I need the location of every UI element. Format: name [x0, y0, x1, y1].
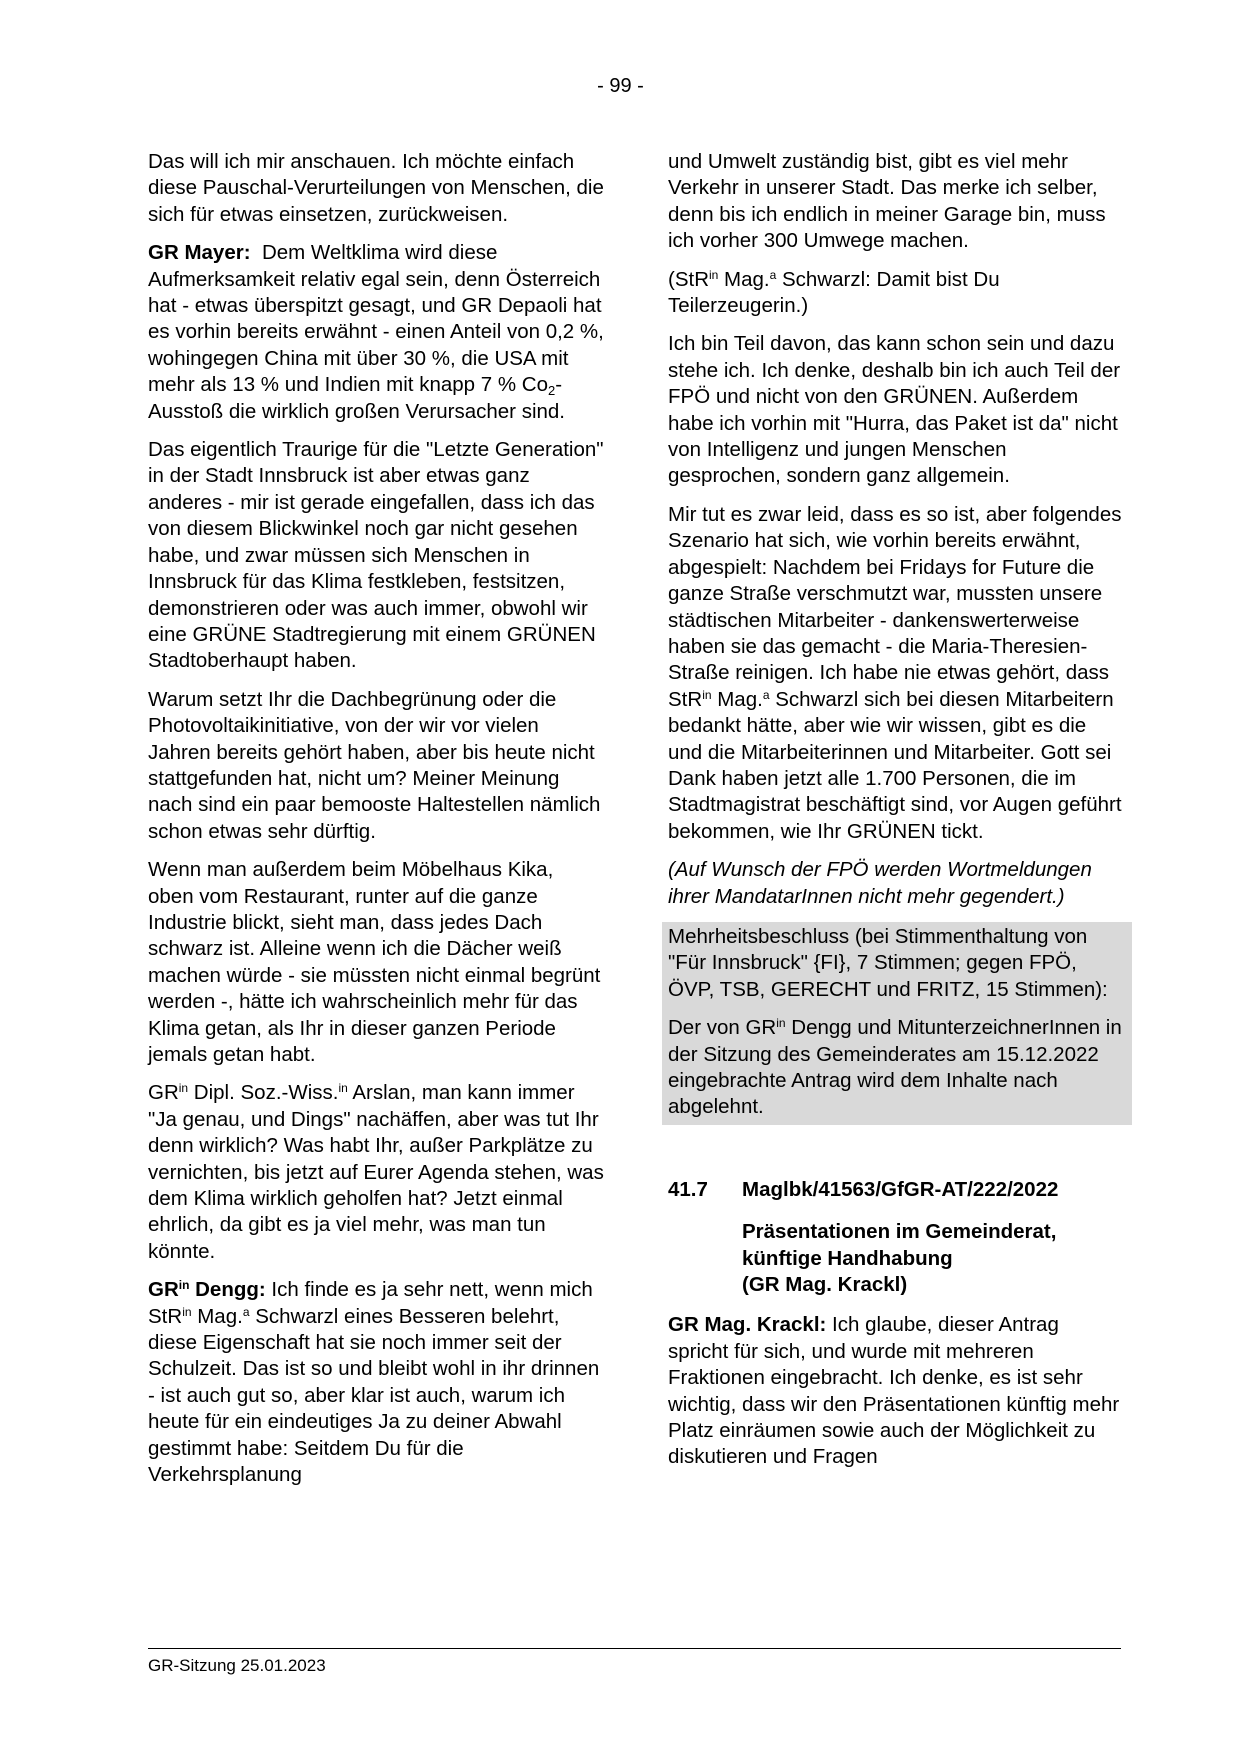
agenda-reference: Maglbk/41563/GfGR-AT/222/2022 — [742, 1177, 1059, 1201]
paragraph-text: Mag. — [711, 687, 763, 711]
paragraph-text: Mag. — [191, 1304, 243, 1328]
speech-krackl — [668, 1312, 1124, 1470]
decision-result — [668, 1015, 1124, 1121]
decision-box — [662, 922, 1132, 1125]
agenda-heading — [668, 1177, 1124, 1203]
superscript: in — [178, 1278, 190, 1293]
speaker-name: GR Mag. Krackl: — [668, 1313, 827, 1337]
speech-mayer — [148, 240, 604, 425]
paragraph: Ich bin Teil davon, das kann schon sein und dazu stehe ich. Ich denke, deshalb bin ich auch Teil der FPÖ und nicht von den GRÜNEN. Außerdem habe ich vorhin mit "Hurra, das Paket ist da" nicht von Intelligenz und jungen Menschen gesprochen, sondern ganz allgemein. — [668, 332, 1121, 488]
agenda-title-line: (GR Mag. Krackl) — [742, 1273, 908, 1297]
paragraph: Wenn man außerdem beim Möbelhaus Kika, oben vom Restaurant, runter auf die ganze Industrie blickt, sieht man, dass jedes Dach schwarz ist. Alleine wenn ich die Dächer weiß machen würde - sie müssten nicht einmal begrünt werden -, hätte ich wahrscheinlich mehr für das Klima getan, als Ihr in dieser ganzen Periode jemals getan habt. — [148, 858, 601, 1066]
paragraph-text: Mir tut es zwar leid, dass es so ist, aber folgendes Szenario hat sich, wie vorhin bereits erwähnt, abgespielt: Nachdem bei Fridays for Future die ganze Straße verschmutzt war, mussten unsere städtischen Mitarbeiter - dankenswerterweise haben sie das gemacht - die Maria-Theresien-Straße reinigen. Ich habe nie etwas gehört, dass StR — [668, 502, 1122, 711]
superscript: in — [182, 1304, 192, 1319]
right-column — [668, 149, 1124, 1483]
paragraph — [668, 502, 1124, 845]
paragraph-text: Ich glaube, dieser Antrag spricht für sich, und wurde mit mehreren Fraktionen eingebracht. Ich denke, es ist sehr wichtig, dass wir den Präsentationen künftig mehr Platz einräumen sowie auch der Möglichkeit zu diskutieren und Fragen — [668, 1313, 1120, 1469]
paragraph-text: Dem Weltklima wird diese Aufmerksamkeit relativ egal sein, denn Österreich hat - etwas überspitzt gesagt, und GR Depaoli hat es vorhin bereits erwähnt - einen Anteil von 0,2 %, wohingegen China mit über 30 %, die USA mit mehr als 13 % und Indien mit knapp 7 % Co — [148, 241, 604, 397]
superscript: in — [338, 1081, 348, 1096]
speaker-name: GR Mayer: — [148, 241, 251, 265]
agenda-item — [668, 1177, 1124, 1299]
superscript: a — [242, 1304, 250, 1319]
agenda-title-line: Präsentationen im Gemeinderat, — [742, 1220, 1057, 1244]
left-column — [148, 149, 604, 1501]
superscript: in — [709, 267, 719, 282]
agenda-title-line: künftige Handhabung — [742, 1246, 953, 1270]
paragraph-text: Ich finde es ja sehr nett, wenn mich StR — [148, 1278, 593, 1328]
speaker-text: Dengg: — [189, 1278, 266, 1302]
paragraph-text: Schwarzl sich bei diesen Mitarbeitern bedankt hätte, aber wie wir wissen, gibt es die und die Mitarbeiterinnen und Mitarbeiter. Gott sei Dank haben jetzt alle 1.700 Personen, die im Stadtmagistrat beschäftigt sind, vor Augen geführt bekommen, wie Ihr GRÜNEN tickt. — [668, 687, 1122, 843]
paragraph: Das eigentlich Traurige für die "Letzte Generation" in der Stadt Innsbruck ist aber etwas ganz anderes - mir ist gerade eingefallen, dass ich das von diesem Blickwinkel noch gar nicht gesehen habe, und zwar müssen sich Menschen in Innsbruck für das Klima festkleben, festsitzen, demonstrieren oder was auch immer, obwohl wir eine GRÜNE Stadtregierung mit einem GRÜNEN Stadtoberhaupt haben. — [148, 438, 604, 673]
paragraph-text: (StR — [668, 267, 709, 291]
paragraph-text: Dengg und MitunterzeichnerInnen in der Sitzung des Gemeinderates am 15.12.2022 eingebrachte Antrag wird dem Inhalte nach abgelehnt. — [668, 1016, 1122, 1119]
paragraph-text: Mag. — [718, 267, 770, 291]
page-number: - 99 - — [597, 75, 644, 97]
interjection — [668, 267, 1124, 320]
subscript: 2 — [547, 383, 556, 399]
paragraph-text: -Ausstoß die wirklich großen Verursacher sind. — [148, 373, 566, 423]
agenda-number: 41.7 — [668, 1177, 708, 1201]
superscript: in — [776, 1016, 786, 1031]
decision-vote: Mehrheitsbeschluss (bei Stimmenthaltung von "Für Innsbruck" {FI}, 7 Stimmen; gegen FPÖ, ÖVP, TSB, GERECHT und FRITZ, 15 Stimmen): — [668, 924, 1108, 1001]
paragraph-text: Der von GR — [668, 1016, 777, 1040]
superscript: a — [762, 687, 770, 702]
paragraph-text: Schwarzl: Damit bist Du Teilerzeugerin.) — [668, 267, 1000, 318]
superscript: a — [769, 267, 777, 282]
footer-divider — [148, 1648, 1121, 1649]
speaker-text: GR — [148, 1278, 179, 1302]
paragraph-text: Arslan, man kann immer "Ja genau, und Dings" nachäffen, aber was tut Ihr denn wirklich? Was habt Ihr, außer Parkplätze zu vernichten, bis jetzt auf Eurer Agenda stehen, was dem Klima wirklich geholfen hat? Jetzt einmal ehrlich, da gibt es ja viel mehr, was man tun könnte. — [148, 1081, 604, 1263]
agenda-title — [742, 1219, 1124, 1298]
paragraph: Warum setzt Ihr die Dachbegrünung oder die Photovoltaikinitiative, von der wir vor vielen Jahren bereits gehört haben, aber bis heute nicht stattgefunden hat, nicht um? Meiner Meinung nach sind ein paar bemooste Haltestellen nämlich schon etwas sehr dürftig. — [148, 687, 601, 843]
superscript: in — [178, 1081, 189, 1096]
speech-dengg — [148, 1277, 604, 1488]
paragraph: und Umwelt zuständig bist, gibt es viel mehr Verkehr in unserer Stadt. Das merke ich selber, denn bis ich endlich in meiner Garage bin, muss ich vorher 300 Umwege machen. — [668, 150, 1106, 253]
editorial-note: (Auf Wunsch der FPÖ werden Wortmeldungen ihrer MandatarInnen nicht mehr gegendert.) — [668, 858, 1092, 908]
paragraph-text: Dipl. Soz.-Wiss. — [188, 1081, 339, 1105]
paragraph: Das will ich mir anschauen. Ich möchte einfach diese Pauschal-Verurteilungen von Menschen, die sich für etwas einsetzen, zurückweisen. — [148, 150, 604, 226]
paragraph-text: Schwarzl eines Besseren belehrt, diese Eigenschaft hat sie noch immer seit der Schulzeit. Das ist so und bleibt wohl in ihr drinnen - ist auch gut so, aber klar ist auch, warum ich heute für ein eindeutiges Ja zu deiner Abwahl gestimmt habe: Seitdem Du für die Verkehrsplanung — [148, 1304, 600, 1487]
paragraph — [148, 1080, 604, 1265]
speaker-name — [148, 1278, 266, 1301]
paragraph-text: GR — [148, 1081, 179, 1105]
footer-session-date: GR-Sitzung 25.01.2023 — [148, 1656, 326, 1675]
superscript: in — [702, 687, 712, 702]
